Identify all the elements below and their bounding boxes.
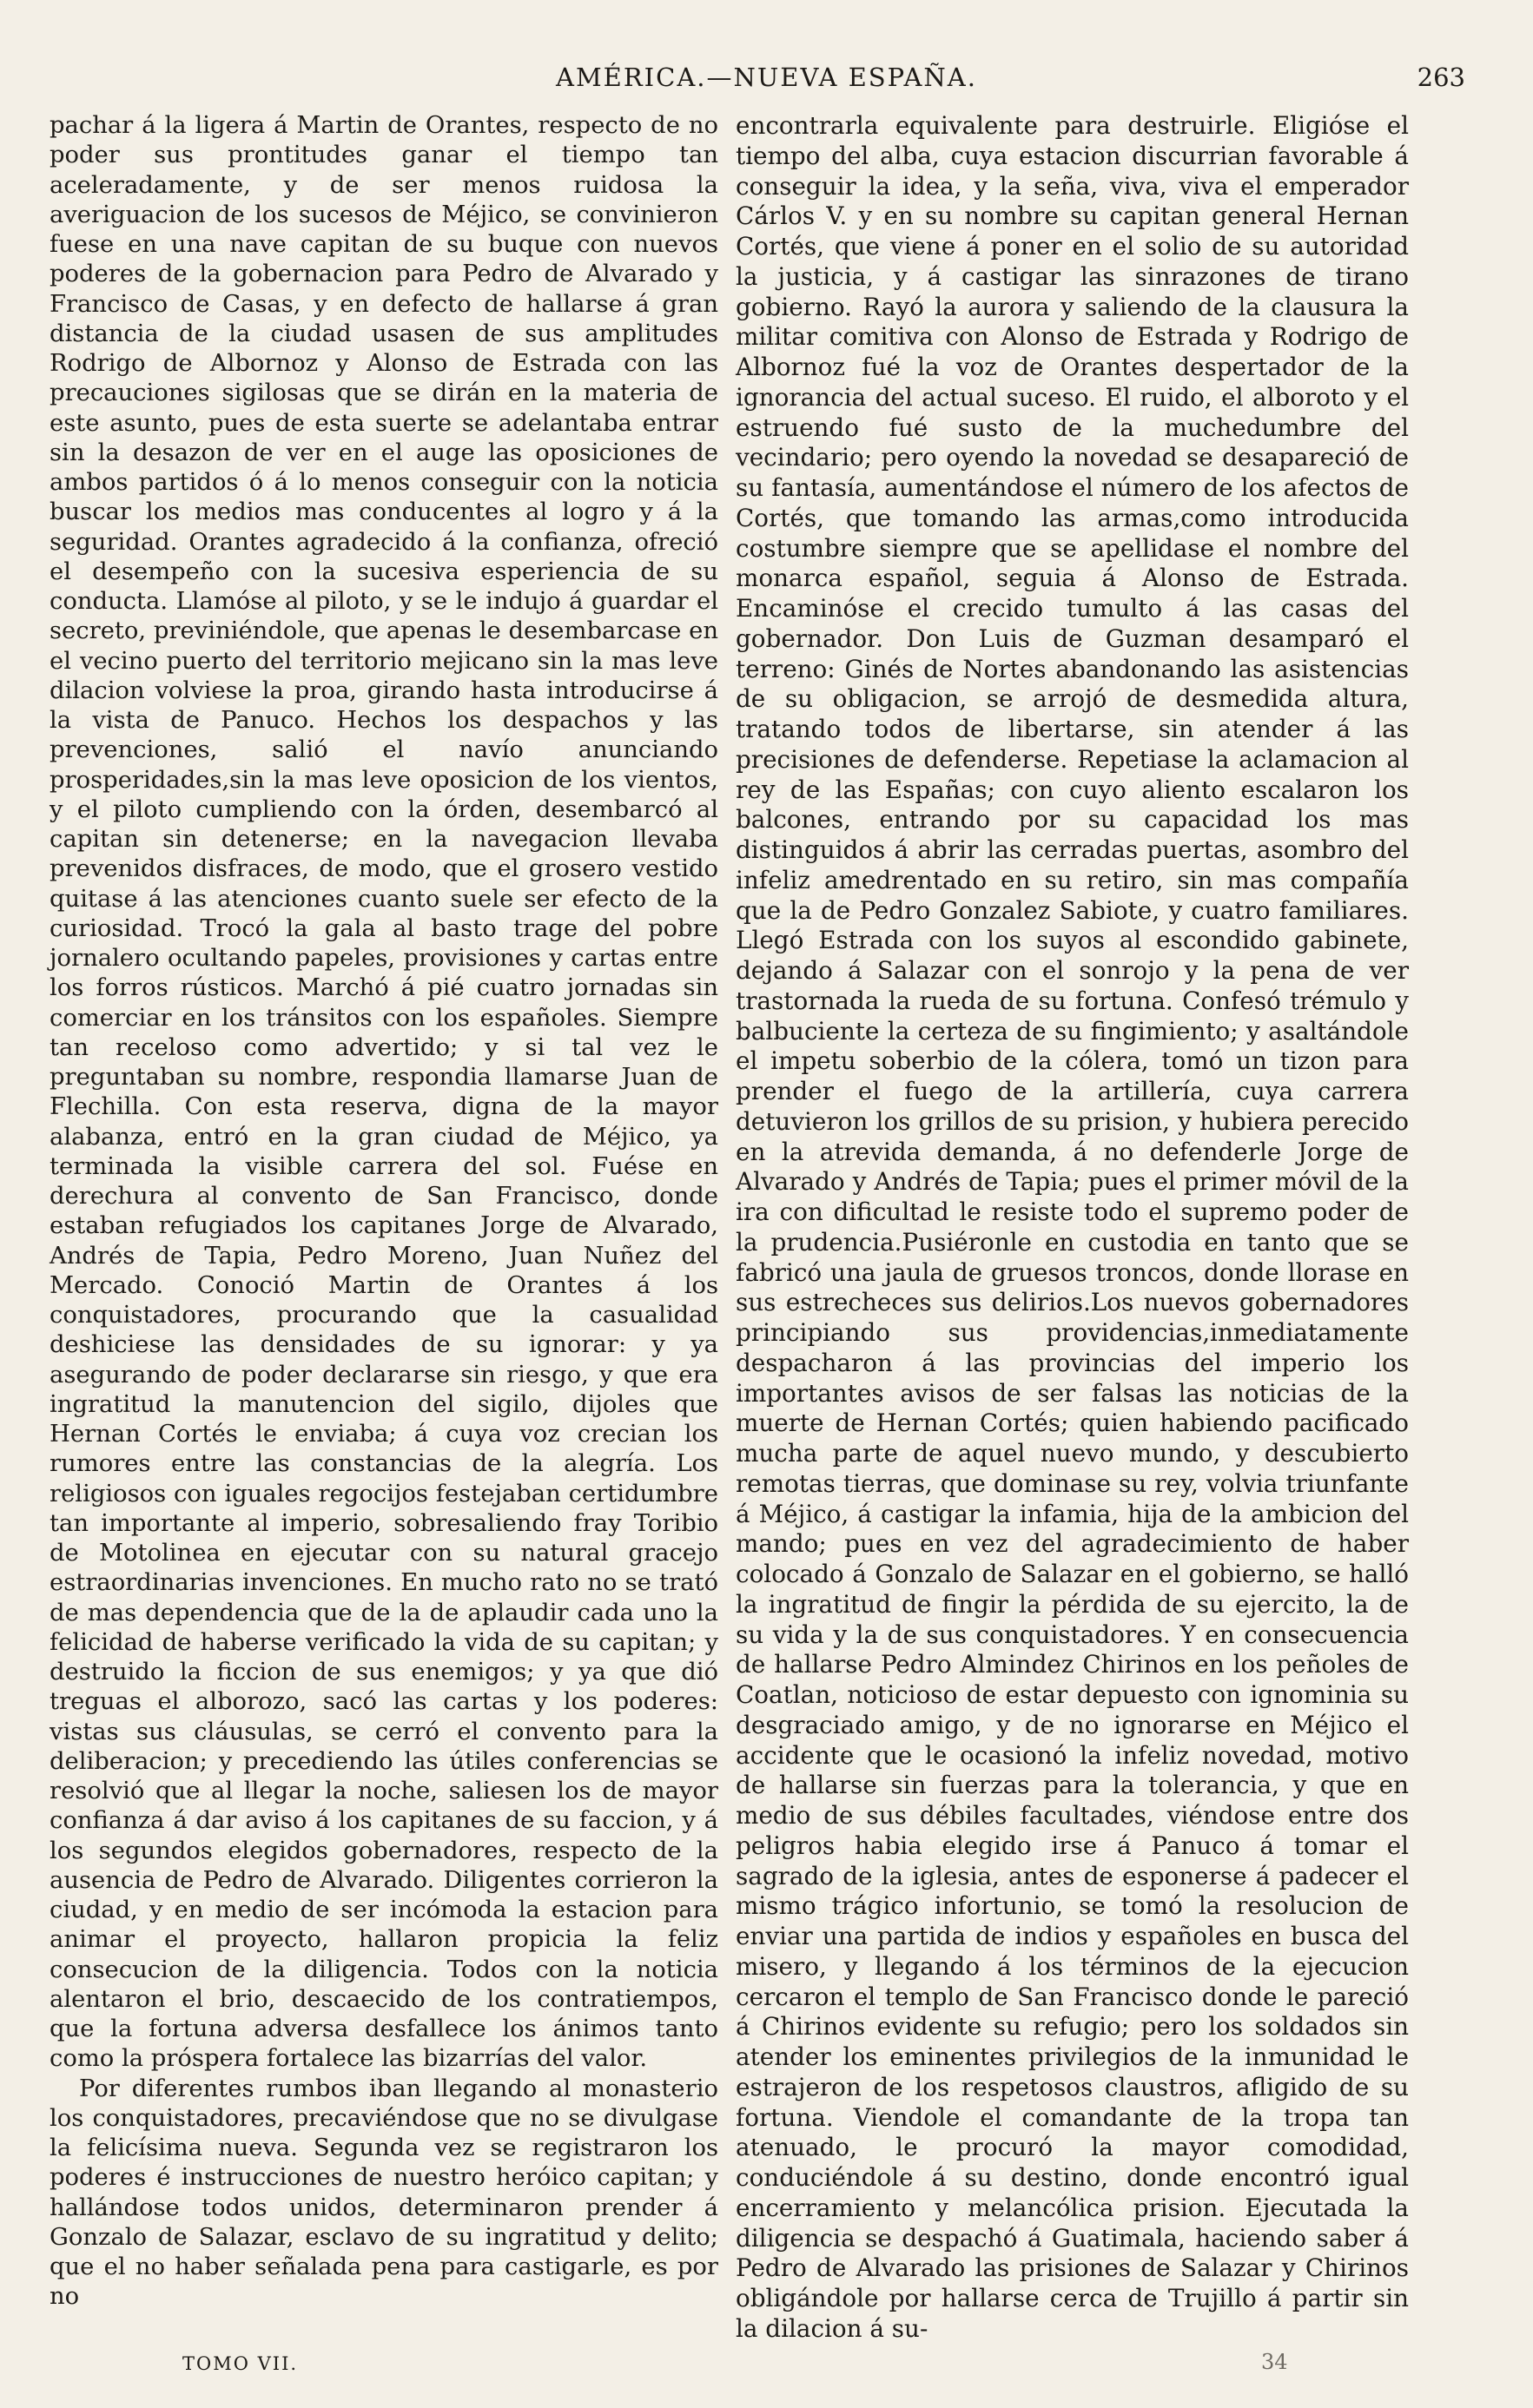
paragraph: encontrarla equivalente para destruirle. Eligióse el tiempo del alba, cuya estacion discurrian favorable á conseguir la idea, y la seña, viva, viva el emperador Cárlos V. y en su nombre su capitan general Hernan Cortés, que viene á poner en el solio de su autoridad la justicia, y á castigar las sinrazones de tirano gobierno. Rayó la aurora y saliendo de la clausura la militar comitiva con Alonso de Estrada y Rodrigo de Albornoz fué la voz de Orantes despertador de la ignorancia del actual suceso. El ruido, el alboroto y el estruendo fué susto de la muchedumbre del vecindario; pero oyendo la novedad se desapareció de su fantasía, aumentándose el número de los afectos de Cortés, que tomando las armas,como introducida costumbre siempre que se apellidase el nombre del monarca español, seguia á Alonso de Estrada. Encaminóse el crecido tumulto á las casas del gobernador. Don Luis de Guzman desamparó el terreno: Ginés de Nortes abandonando las asistencias de su obligacion, se arrojó de desmedida altura, tratando todos de libertarse, sin atender á las precisiones de defenderse. Repetiase la aclamacion al rey de las Españas; con cuyo aliento escalaron los balcones, entrando por su capacidad los mas distinguidos á abrir las cerradas puertas, asombro del infeliz amedrentado en su retiro, sin mas compañía que la de Pedro Gonzalez Sabiote, y cuatro familiares. Llegó Estrada con los suyos al escondido gabinete, dejando á Salazar con el sonrojo y la pena de ver trastornada la rueda de su fortuna. Confesó trémulo y balbuciente la certeza de su fingimiento; y asaltándole el impetu soberbio de la cólera, tomó un tizon para prender el fuego de la artillería, cuya carrera detuvieron los grillos de su prision, y hubiera perecido en la atrevida demanda, á no defenderle Jorge de Alvarado y Andrés de Tapia; pues el primer móvil de la ira con dificultad le resiste todo el supremo poder de la prudencia.Pusiéronle en custodia en tanto que se fabricó una jaula de gruesos troncos, donde llorase en sus estrecheces sus delirios.Los nuevos gobernadores principiando sus providencias,inmediatamente despacharon á las provincias del imperio los importantes avisos de ser falsas las noticias de la muerte de Hernan Cortés; quien habiendo pacificado mucha parte de aquel nuevo mundo, y descubierto remotas tierras, que dominase su rey, volvia triunfante á Méjico, á castigar la infamia, hija de la ambicion del mando; pues en vez del agradecimiento de haber colocado á Gonzalo de Salazar en el gobierno, se halló la ingratitud de fingir la pérdida de su ejercito, la de su vida y la de sus conquistadores. Y en consecuencia de hallarse Pedro Almindez Chirinos en los peñoles de Coatlan, noticioso de estar depuesto con ignominia su desgraciado amigo, y de no ignorarse en Méjico el accidente que le ocasionó la infeliz novedad, motivo de hallarse sin fuerzas para la tolerancia, y que en medio de sus débiles facultades, viéndose entre dos peligros habia elegido irse á Panuco á tomar el sagrado de la iglesia, antes de esponerse á padecer el mismo trágico infortunio, se tomó la resolucion de enviar una partida de indios y españoles en busca del misero, y llegando á los términos de la ejecucion cercaron el templo de San Francisco donde le pareció á Chirinos evidente su refugio; pero los soldados sin atender los eminentes privilegios de la inmunidad le estrajeron de los respetosos claustros, afligido de su fortuna. Viendole el comandante de la tropa tan atenuado, le procuró la mayor comodidad, conduciéndole á su destino, donde encontró igual encerramiento y melancólica prision. Ejecutada la diligencia se despachó á Guatimala, haciendo saber á Pedro de Alvarado las prisiones de Salazar y Chirinos obligándole por hallarse cerca de Trujillo á partir sin la dilacion á su- bbox=[736, 111, 1409, 2343]
left-column bbox=[50, 111, 718, 2312]
paragraph: Por diferentes rumbos iban llegando al monasterio los conquistadores, precaviéndose que no se divulgase la felicísima nueva. Segunda vez se registraron los poderes é instrucciones de nuestro heróico capitan; y hallándose todos unidos, determinaron prender á Gonzalo de Salazar, esclavo de su ingratitud y delito; que el no haber señalada pena para castigarle, es por no bbox=[50, 2075, 718, 2311]
page-footer bbox=[0, 2350, 1533, 2388]
signature-mark: 34 bbox=[1261, 2350, 1288, 2374]
page-number: 263 bbox=[1417, 63, 1465, 92]
running-title: AMÉRICA.—NUEVA ESPAÑA. bbox=[556, 63, 977, 92]
page-header bbox=[0, 63, 1533, 106]
volume-mark: TOMO VII. bbox=[182, 2353, 299, 2374]
paragraph: pachar á la ligera á Martin de Orantes, respecto de no poder sus prontitudes ganar el tiempo tan aceleradamente, y de ser menos ruidosa la averiguacion de los sucesos de Méjico, se convinieron fuese en una nave capitan de su buque con nuevos poderes de la gobernacion para Pedro de Alvarado y Francisco de Casas, y en defecto de hallarse á gran distancia de la ciudad usasen de sus amplitudes Rodrigo de Albornoz y Alonso de Estrada con las precauciones sigilosas que se dirán en la materia de este asunto, pues de esta suerte se adelantaba entrar sin la desazon de ver en el auge las oposiciones de ambos partidos ó á lo menos conseguir con la noticia buscar los medios mas conducentes al logro y á la seguridad. Orantes agradecido á la confianza, ofreció el desempeño con la sucesiva esperiencia de su conducta. Llamóse al piloto, y se le indujo á guardar el secreto, previniéndole, que apenas le desembarcase en el vecino puerto del territorio mejicano sin la mas leve dilacion volviese la proa, girando hasta introducirse á la vista de Panuco. Hechos los despachos y las prevenciones, salió el navío anunciando prosperidades,sin la mas leve oposicion de los vientos, y el piloto cumpliendo con la órden, desembarcó al capitan sin detenerse; en la navegacion llevaba prevenidos disfraces, de modo, que el grosero vestido quitase á las atenciones cuanto suele ser efecto de la curiosidad. Trocó la gala al basto trage del pobre jornalero ocultando papeles, provisiones y cartas entre los forros rústicos. Marchó á pié cuatro jornadas sin comerciar en los tránsitos con los españoles. Siempre tan receloso como advertido; y si tal vez le preguntaban su nombre, respondia llamarse Juan de Flechilla. Con esta reserva, digna de la mayor alabanza, entró en la gran ciudad de Méjico, ya terminada la visible carrera del sol. Fuése en derechura al convento de San Francisco, donde estaban refugiados los capitanes Jorge de Alvarado, Andrés de Tapia, Pedro Moreno, Juan Nuñez del Mercado. Conoció Martin de Orantes á los conquistadores, procurando que la casualidad deshiciese las densidades de su ignorar: y ya asegurando de poder declararse sin riesgo, y que era ingratitud la manutencion del sigilo, dijoles que Hernan Cortés le enviaba; á cuya voz crecian los rumores entre las constancias de la alegría. Los religiosos con iguales regocijos festejaban certidumbre tan importante al imperio, sobresaliendo fray Toribio de Motolinea en ejecutar con su natural gracejo estraordinarias invenciones. En mucho rato no se trató de mas dependencia que de la de aplaudir cada uno la felicidad de haberse verificado la vida de su capitan; y destruido la ficcion de sus enemigos; y ya que dió treguas el alborozo, sacó las cartas y los poderes: vistas sus cláusulas, se cerró el convento para la deliberacion; y precediendo las útiles conferencias se resolvió que al llegar la noche, saliesen los de mayor confianza á dar aviso á los capitanes de su faccion, y á los segundos elegidos gobernadores, respecto de la ausencia de Pedro de Alvarado. Diligentes corrieron la ciudad, y en medio de ser incómoda la estacion para animar el proyecto, hallaron propicia la feliz consecucion de la diligencia. Todos con la noticia alentaron el brio, descaecido de los contratiempos, que la fortuna adversa desfallece los ánimos tanto como la próspera fortalece las bizarrías del valor. bbox=[50, 112, 718, 2073]
right-column bbox=[736, 111, 1409, 2345]
